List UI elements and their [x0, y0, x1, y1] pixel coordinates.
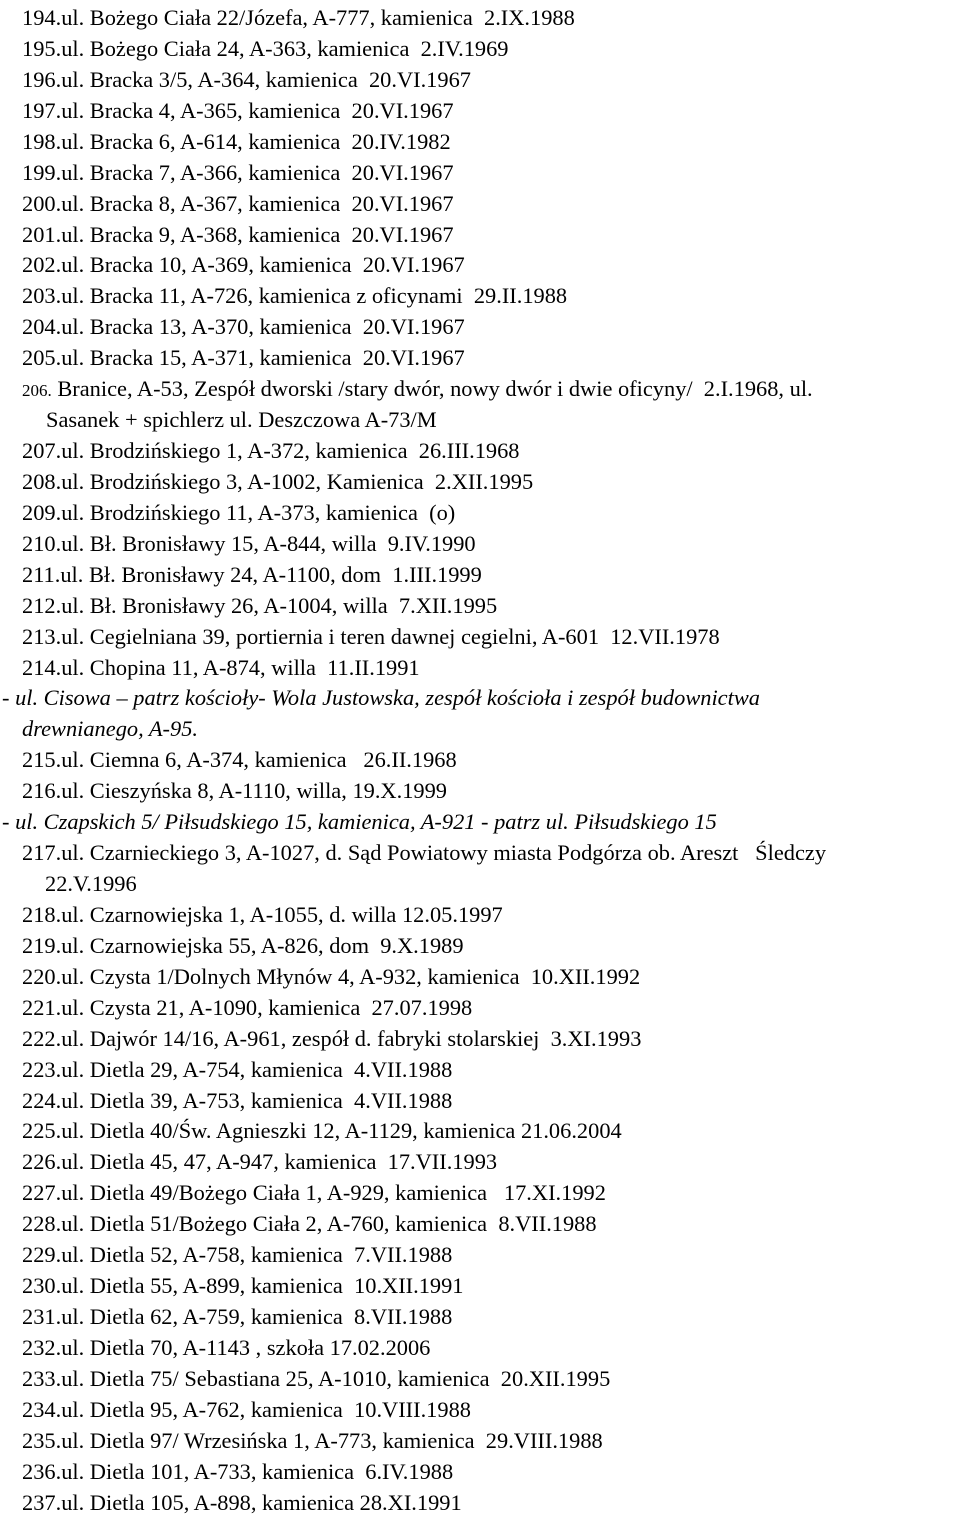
list-item — [22, 128, 451, 155]
entry-text: ul. Bracka 13, A-370, kamienica 20.VI.1967 — [61, 314, 465, 340]
list-item — [2, 684, 760, 711]
entry-number: 234. — [22, 1396, 62, 1422]
list-item — [22, 1117, 622, 1144]
entry-number: 217. — [22, 840, 62, 866]
entry-number: 201. — [22, 221, 62, 247]
list-item — [22, 901, 503, 928]
list-item — [22, 251, 465, 278]
entry-text: ul. Dietla 29, A-754, kamienica 4.VII.1988 — [61, 1056, 453, 1082]
entry-number: 203. — [22, 283, 62, 309]
list-item — [22, 654, 420, 681]
entry-text: ul. Czysta 1/Dolnych Młynów 4, A-932, kamienica 10.XII.1992 — [61, 963, 641, 989]
entry-number: 229. — [22, 1242, 62, 1268]
entry-number: 232. — [22, 1334, 62, 1360]
entry-number: - — [2, 685, 16, 711]
entry-number: 204. — [22, 314, 62, 340]
entry-text: ul. Brodzińskiego 11, A-373, kamienica (o) — [61, 499, 456, 525]
entry-text: ul. Dietla 105, A-898, kamienica 28.XI.1991 — [61, 1489, 462, 1515]
entry-number: 208. — [22, 468, 62, 494]
list-item — [2, 808, 717, 835]
entry-text: ul. Bracka 7, A-366, kamienica 20.VI.1967 — [61, 159, 454, 185]
entry-number: 194. — [22, 5, 62, 30]
list-item — [22, 623, 720, 650]
list-item — [22, 221, 454, 248]
entry-text: ul. Brodzińskiego 1, A-372, kamienica 26.III.1968 — [61, 438, 520, 464]
entry-number: 200. — [22, 190, 62, 216]
list-item — [22, 1489, 462, 1516]
list-item — [22, 4, 575, 31]
entry-text: ul. Bracka 10, A-369, kamienica 20.VI.1967 — [61, 252, 465, 278]
entry-text: ul. Bożego Ciała 24, A-363, kamienica 2.IV.1969 — [61, 35, 509, 61]
entry-text: ul. Bracka 8, A-367, kamienica 20.VI.1967 — [61, 190, 454, 216]
entry-text: ul. Bł. Bronisławy 15, A-844, willa 9.IV.1990 — [61, 530, 476, 556]
list-item — [22, 1210, 597, 1237]
list-item — [22, 1396, 471, 1423]
entry-text: Branice, A-53, Zespół dworski /stary dwór, nowy dwór i dwie oficyny/ 2.I.1968, ul. — [51, 376, 813, 402]
entry-number: 196. — [22, 66, 62, 92]
entry-number: 231. — [22, 1304, 62, 1330]
list-item — [22, 375, 813, 404]
entry-number: 230. — [22, 1273, 62, 1299]
entry-number: 224. — [22, 1087, 62, 1113]
list-item — [22, 97, 454, 124]
list-item — [22, 777, 447, 804]
entry-number: 211. — [22, 561, 61, 587]
entry-continuation: 22.V.1996 — [45, 871, 137, 897]
list-item — [22, 190, 454, 217]
entry-text: ul. Dietla 49/Bożego Ciała 1, A-929, kamienica 17.XI.1992 — [61, 1180, 606, 1206]
list-item — [22, 282, 567, 309]
entry-number: 223. — [22, 1056, 62, 1082]
entry-text: ul. Bł. Bronisławy 24, A-1100, dom 1.III.1999 — [60, 561, 482, 587]
list-item — [22, 746, 457, 773]
entry-text: ul. Czarnieckiego 3, A-1027, d. Sąd Powiatowy miasta Podgórza ob. Areszt Śledczy — [61, 840, 827, 866]
entry-continuation: drewnianego, A-95. — [22, 716, 198, 742]
entry-number: 195. — [22, 35, 62, 61]
entry-number: 235. — [22, 1427, 62, 1453]
entry-number: 197. — [22, 97, 62, 123]
entry-number: 225. — [22, 1118, 62, 1144]
list-item — [22, 1179, 606, 1206]
entry-number: 198. — [22, 128, 62, 154]
list-item — [22, 1087, 452, 1114]
entry-continuation: Sasanek + spichlerz ul. Deszczowa A-73/M — [46, 407, 437, 433]
entry-text: ul. Dietla 45, 47, A-947, kamienica 17.VII.1993 — [61, 1149, 498, 1175]
list-item — [22, 530, 476, 557]
entry-text: ul. Dajwór 14/16, A-961, zespół d. fabryki stolarskiej 3.XI.1993 — [61, 1025, 642, 1051]
entry-text: ul. Czysta 21, A-1090, kamienica 27.07.1998 — [61, 994, 473, 1020]
entry-text: ul. Dietla 51/Bożego Ciała 2, A-760, kamienica 8.VII.1988 — [61, 1211, 597, 1237]
entry-number: - — [2, 809, 16, 835]
entry-text: ul. Bracka 15, A-371, kamienica 20.VI.1967 — [61, 345, 465, 371]
entry-text: ul. Bracka 4, A-365, kamienica 20.VI.1967 — [61, 97, 454, 123]
entry-text: ul. Bracka 3/5, A-364, kamienica 20.VI.1967 — [61, 66, 471, 92]
entry-text: ul. Bracka 11, A-726, kamienica z oficynami 29.II.1988 — [61, 283, 568, 309]
entry-text: ul. Dietla 75/ Sebastiana 25, A-1010, kamienica 20.XII.1995 — [61, 1365, 611, 1391]
entry-number: 228. — [22, 1211, 62, 1237]
list-item — [22, 468, 533, 495]
entry-number: 209. — [22, 499, 62, 525]
entry-text: ul. Brodzińskiego 3, A-1002, Kamienica 2.XII.1995 — [61, 468, 534, 494]
list-item — [22, 66, 471, 93]
list-item — [22, 35, 509, 62]
entry-number: 207. — [22, 438, 62, 464]
entry-text: ul. Cegielniana 39, portiernia i teren dawnej cegielni, A-601 12.VII.1978 — [61, 623, 720, 649]
list-item — [22, 932, 464, 959]
list-item — [22, 499, 455, 526]
entry-text: ul. Cieszyńska 8, A-1110, willa, 19.X.1999 — [61, 778, 447, 804]
entry-text: ul. Dietla 95, A-762, kamienica 10.VIII.1988 — [61, 1396, 471, 1422]
entry-text: ul. Bł. Bronisławy 26, A-1004, willa 7.XII.1995 — [61, 592, 498, 618]
entry-number: 220. — [22, 963, 62, 989]
entry-number: 218. — [22, 901, 62, 927]
entry-text: ul. Bracka 9, A-368, kamienica 20.VI.1967 — [61, 221, 454, 247]
entry-text: ul. Dietla 55, A-899, kamienica 10.XII.1991 — [61, 1273, 464, 1299]
entry-text: ul. Czarnowiejska 55, A-826, dom 9.X.1989 — [61, 932, 464, 958]
entry-number: 210. — [22, 530, 62, 556]
entry-number: 213. — [22, 623, 62, 649]
list-item — [22, 1427, 603, 1454]
list-item — [22, 1458, 453, 1485]
entry-number: 202. — [22, 252, 62, 278]
entry-number: 226. — [22, 1149, 62, 1175]
entry-number: 216. — [22, 778, 62, 804]
entry-text: ul. Dietla 70, A-1143 , szkoła 17.02.2006 — [61, 1334, 431, 1360]
entry-number: 222. — [22, 1025, 62, 1051]
entry-number: 212. — [22, 592, 62, 618]
entry-text: ul. Dietla 52, A-758, kamienica 7.VII.1988 — [61, 1242, 453, 1268]
entry-number: 236. — [22, 1458, 62, 1484]
entry-text: ul. Czarnowiejska 1, A-1055, d. willa 12.05.1997 — [61, 901, 503, 927]
entry-text: ul. Bracka 6, A-614, kamienica 20.IV.1982 — [61, 128, 451, 154]
entry-text: ul. Ciemna 6, A-374, kamienica 26.II.1968 — [61, 747, 457, 773]
list-item — [22, 963, 640, 990]
entry-text: ul. Bożego Ciała 22/Józefa, A-777, kamienica 2.IX.1988 — [61, 5, 575, 30]
entry-number: 219. — [22, 932, 62, 958]
entry-number: 214. — [22, 654, 62, 680]
entry-text: ul. Chopina 11, A-874, willa 11.II.1991 — [61, 654, 420, 680]
list-item — [22, 1272, 464, 1299]
entry-number: 237. — [22, 1489, 62, 1515]
list-item — [22, 1148, 497, 1175]
entry-number: 205. — [22, 345, 62, 371]
list-item — [22, 313, 465, 340]
list-item — [22, 839, 826, 866]
list-item — [22, 159, 454, 186]
entry-text: ul. Dietla 101, A-733, kamienica 6.IV.1988 — [61, 1458, 454, 1484]
entry-number: 199. — [22, 159, 62, 185]
list-item — [22, 437, 519, 464]
list-item — [22, 344, 465, 371]
list-item — [22, 994, 472, 1021]
entry-text: ul. Cisowa – patrz kościoły- Wola Justowska, zespół kościoła i zespół budownictwa — [15, 685, 760, 711]
list-item — [22, 1303, 452, 1330]
entry-number: 206. — [22, 381, 52, 401]
list-item — [22, 561, 482, 588]
entry-text: ul. Dietla 40/Św. Agnieszki 12, A-1129, kamienica 21.06.2004 — [61, 1118, 622, 1144]
entry-number: 227. — [22, 1180, 62, 1206]
list-item — [22, 1025, 641, 1052]
entry-text: ul. Dietla 39, A-753, kamienica 4.VII.1988 — [61, 1087, 453, 1113]
list-item — [22, 592, 497, 619]
entry-text: ul. Dietla 97/ Wrzesińska 1, A-773, kamienica 29.VIII.1988 — [61, 1427, 603, 1453]
entry-number: 221. — [22, 994, 62, 1020]
list-item — [22, 1365, 610, 1392]
entry-text: ul. Dietla 62, A-759, kamienica 8.VII.1988 — [61, 1304, 453, 1330]
entry-number: 215. — [22, 747, 62, 773]
entry-number: 233. — [22, 1365, 62, 1391]
list-item — [22, 1056, 452, 1083]
list-item — [22, 1334, 430, 1361]
entry-text: ul. Czapskich 5/ Piłsudskiego 15, kamienica, A-921 - patrz ul. Piłsudskiego 15 — [15, 809, 717, 835]
list-item — [22, 1241, 452, 1268]
